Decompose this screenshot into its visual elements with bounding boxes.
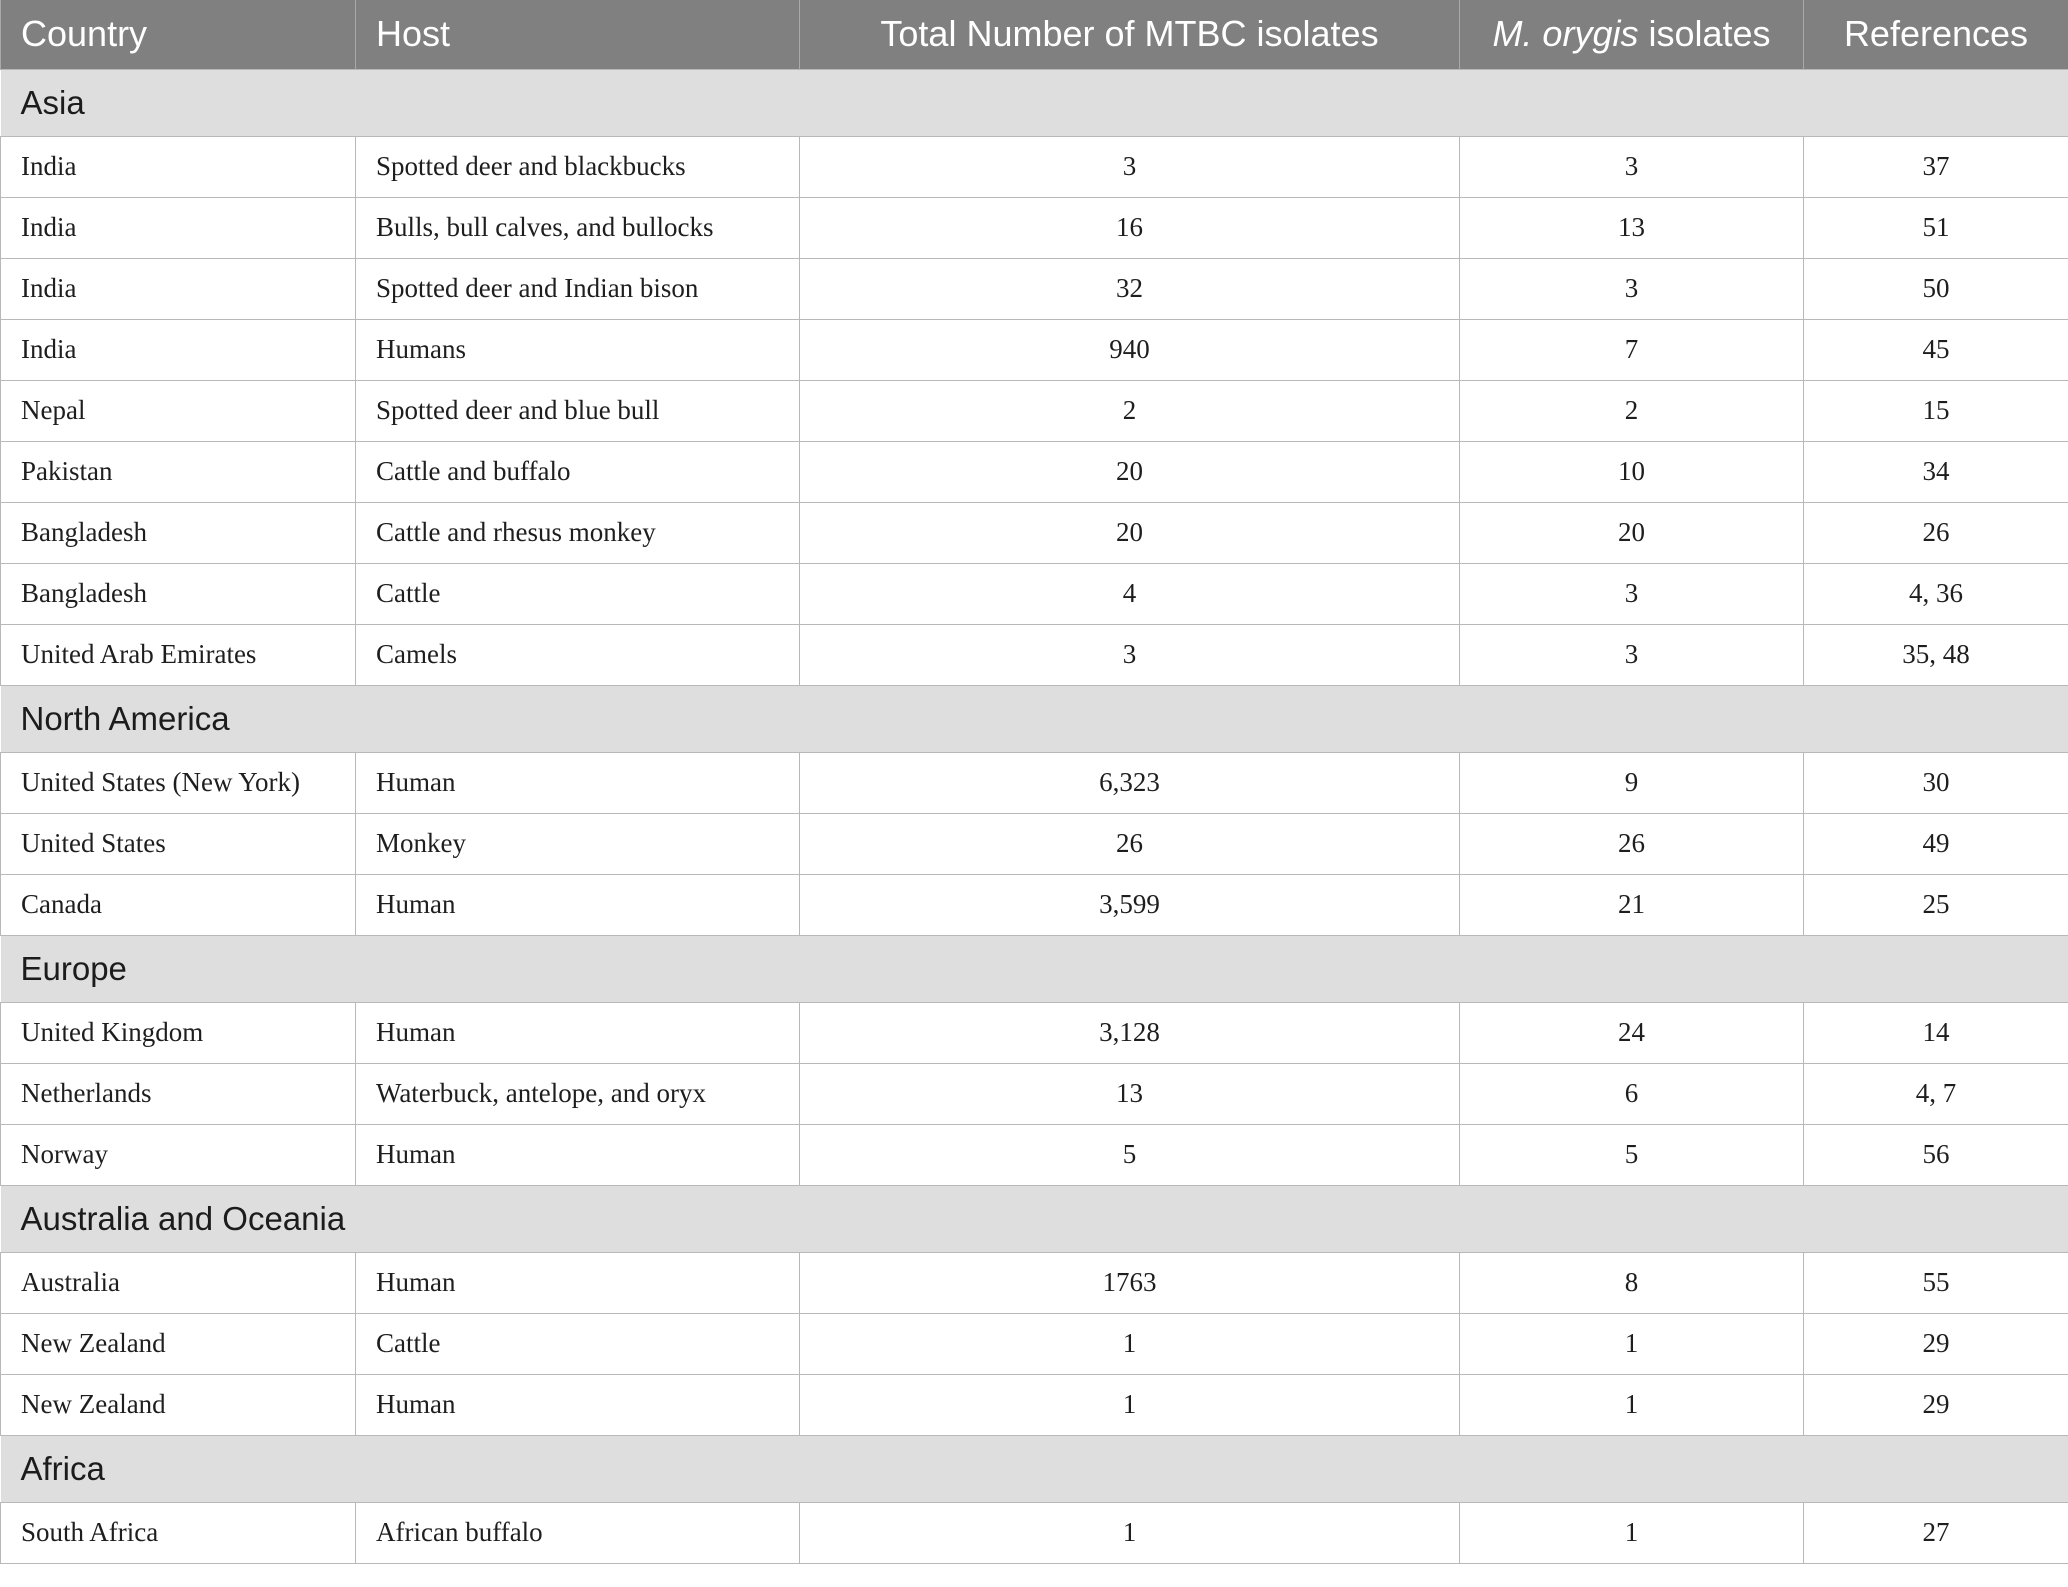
header-orygis-isolates bbox=[1460, 0, 1804, 69]
cell-orygis-isolates: 21 bbox=[1460, 874, 1804, 935]
cell-orygis-isolates: 3 bbox=[1460, 136, 1804, 197]
table-row bbox=[1, 502, 2068, 563]
cell-host: Human bbox=[356, 1252, 800, 1313]
section-row bbox=[1, 935, 2068, 1002]
cell-country: Netherlands bbox=[1, 1063, 356, 1124]
table-row bbox=[1, 813, 2068, 874]
section-row bbox=[1, 1435, 2068, 1502]
cell-country: India bbox=[1, 197, 356, 258]
table-row bbox=[1, 441, 2068, 502]
cell-country: New Zealand bbox=[1, 1374, 356, 1435]
section-title: North America bbox=[1, 685, 2068, 752]
cell-orygis-isolates: 1 bbox=[1460, 1502, 1804, 1563]
table-row bbox=[1, 563, 2068, 624]
cell-references: 27 bbox=[1804, 1502, 2068, 1563]
cell-orygis-isolates: 13 bbox=[1460, 197, 1804, 258]
cell-orygis-isolates: 3 bbox=[1460, 258, 1804, 319]
cell-total-mtbc: 940 bbox=[800, 319, 1460, 380]
table-row bbox=[1, 136, 2068, 197]
cell-orygis-isolates: 3 bbox=[1460, 563, 1804, 624]
cell-country: India bbox=[1, 258, 356, 319]
cell-total-mtbc: 13 bbox=[800, 1063, 1460, 1124]
cell-host: Waterbuck, antelope, and oryx bbox=[356, 1063, 800, 1124]
cell-host: African buffalo bbox=[356, 1502, 800, 1563]
section-title: Asia bbox=[1, 69, 2068, 136]
table-body bbox=[1, 69, 2068, 1563]
cell-country: Norway bbox=[1, 1124, 356, 1185]
cell-total-mtbc: 1 bbox=[800, 1313, 1460, 1374]
table-row bbox=[1, 1252, 2068, 1313]
table-row bbox=[1, 874, 2068, 935]
header-orygis-species: M. orygis bbox=[1492, 13, 1639, 55]
cell-references: 26 bbox=[1804, 502, 2068, 563]
cell-country: Canada bbox=[1, 874, 356, 935]
cell-host: Spotted deer and blackbucks bbox=[356, 136, 800, 197]
cell-orygis-isolates: 20 bbox=[1460, 502, 1804, 563]
header-row bbox=[1, 0, 2068, 69]
cell-references: 34 bbox=[1804, 441, 2068, 502]
cell-orygis-isolates: 7 bbox=[1460, 319, 1804, 380]
cell-orygis-isolates: 1 bbox=[1460, 1313, 1804, 1374]
cell-total-mtbc: 3,599 bbox=[800, 874, 1460, 935]
header-references: References bbox=[1804, 0, 2068, 69]
cell-host: Bulls, bull calves, and bullocks bbox=[356, 197, 800, 258]
cell-host: Spotted deer and blue bull bbox=[356, 380, 800, 441]
section-title: Australia and Oceania bbox=[1, 1185, 2068, 1252]
cell-host: Monkey bbox=[356, 813, 800, 874]
cell-total-mtbc: 6,323 bbox=[800, 752, 1460, 813]
cell-country: South Africa bbox=[1, 1502, 356, 1563]
cell-country: United Kingdom bbox=[1, 1002, 356, 1063]
cell-references: 37 bbox=[1804, 136, 2068, 197]
cell-host: Human bbox=[356, 1002, 800, 1063]
cell-country: New Zealand bbox=[1, 1313, 356, 1374]
cell-orygis-isolates: 26 bbox=[1460, 813, 1804, 874]
cell-country: India bbox=[1, 136, 356, 197]
cell-total-mtbc: 1 bbox=[800, 1374, 1460, 1435]
cell-country: India bbox=[1, 319, 356, 380]
cell-host: Cattle bbox=[356, 563, 800, 624]
cell-references: 49 bbox=[1804, 813, 2068, 874]
cell-total-mtbc: 26 bbox=[800, 813, 1460, 874]
table-row bbox=[1, 1502, 2068, 1563]
cell-references: 30 bbox=[1804, 752, 2068, 813]
cell-orygis-isolates: 5 bbox=[1460, 1124, 1804, 1185]
cell-country: Nepal bbox=[1, 380, 356, 441]
section-row bbox=[1, 685, 2068, 752]
cell-host: Human bbox=[356, 874, 800, 935]
cell-orygis-isolates: 10 bbox=[1460, 441, 1804, 502]
cell-references: 4, 36 bbox=[1804, 563, 2068, 624]
cell-total-mtbc: 3 bbox=[800, 624, 1460, 685]
cell-references: 45 bbox=[1804, 319, 2068, 380]
cell-total-mtbc: 20 bbox=[800, 502, 1460, 563]
header-orygis-suffix: isolates bbox=[1638, 13, 1771, 55]
cell-references: 56 bbox=[1804, 1124, 2068, 1185]
table-row bbox=[1, 258, 2068, 319]
cell-country: United Arab Emirates bbox=[1, 624, 356, 685]
section-title: Africa bbox=[1, 1435, 2068, 1502]
cell-orygis-isolates: 24 bbox=[1460, 1002, 1804, 1063]
cell-host: Human bbox=[356, 1374, 800, 1435]
cell-references: 15 bbox=[1804, 380, 2068, 441]
header-country: Country bbox=[1, 0, 356, 69]
table-row bbox=[1, 1002, 2068, 1063]
cell-country: Pakistan bbox=[1, 441, 356, 502]
cell-host: Cattle and buffalo bbox=[356, 441, 800, 502]
cell-total-mtbc: 3 bbox=[800, 136, 1460, 197]
table-row bbox=[1, 1063, 2068, 1124]
cell-total-mtbc: 3,128 bbox=[800, 1002, 1460, 1063]
cell-orygis-isolates: 6 bbox=[1460, 1063, 1804, 1124]
section-row bbox=[1, 69, 2068, 136]
cell-country: Bangladesh bbox=[1, 563, 356, 624]
header-host: Host bbox=[356, 0, 800, 69]
cell-host: Camels bbox=[356, 624, 800, 685]
cell-total-mtbc: 5 bbox=[800, 1124, 1460, 1185]
cell-total-mtbc: 16 bbox=[800, 197, 1460, 258]
cell-references: 51 bbox=[1804, 197, 2068, 258]
cell-host: Cattle bbox=[356, 1313, 800, 1374]
table-row bbox=[1, 752, 2068, 813]
cell-host: Human bbox=[356, 1124, 800, 1185]
cell-host: Humans bbox=[356, 319, 800, 380]
cell-references: 50 bbox=[1804, 258, 2068, 319]
cell-orygis-isolates: 2 bbox=[1460, 380, 1804, 441]
cell-references: 29 bbox=[1804, 1313, 2068, 1374]
cell-references: 4, 7 bbox=[1804, 1063, 2068, 1124]
table-row bbox=[1, 1124, 2068, 1185]
cell-total-mtbc: 20 bbox=[800, 441, 1460, 502]
header-total-mtbc: Total Number of MTBC isolates bbox=[800, 0, 1460, 69]
cell-references: 14 bbox=[1804, 1002, 2068, 1063]
table-row bbox=[1, 319, 2068, 380]
cell-orygis-isolates: 8 bbox=[1460, 1252, 1804, 1313]
table-row bbox=[1, 624, 2068, 685]
cell-country: Australia bbox=[1, 1252, 356, 1313]
cell-total-mtbc: 32 bbox=[800, 258, 1460, 319]
table-row bbox=[1, 1313, 2068, 1374]
cell-total-mtbc: 1763 bbox=[800, 1252, 1460, 1313]
cell-host: Human bbox=[356, 752, 800, 813]
cell-orygis-isolates: 3 bbox=[1460, 624, 1804, 685]
cell-country: Bangladesh bbox=[1, 502, 356, 563]
section-row bbox=[1, 1185, 2068, 1252]
cell-host: Cattle and rhesus monkey bbox=[356, 502, 800, 563]
cell-country: United States (New York) bbox=[1, 752, 356, 813]
cell-references: 55 bbox=[1804, 1252, 2068, 1313]
cell-total-mtbc: 4 bbox=[800, 563, 1460, 624]
cell-references: 25 bbox=[1804, 874, 2068, 935]
cell-references: 29 bbox=[1804, 1374, 2068, 1435]
cell-orygis-isolates: 1 bbox=[1460, 1374, 1804, 1435]
table-row bbox=[1, 197, 2068, 258]
cell-host: Spotted deer and Indian bison bbox=[356, 258, 800, 319]
table-row bbox=[1, 380, 2068, 441]
cell-references: 35, 48 bbox=[1804, 624, 2068, 685]
cell-total-mtbc: 1 bbox=[800, 1502, 1460, 1563]
table-row bbox=[1, 1374, 2068, 1435]
cell-country: United States bbox=[1, 813, 356, 874]
table-header bbox=[1, 0, 2068, 69]
cell-total-mtbc: 2 bbox=[800, 380, 1460, 441]
section-title: Europe bbox=[1, 935, 2068, 1002]
cell-orygis-isolates: 9 bbox=[1460, 752, 1804, 813]
